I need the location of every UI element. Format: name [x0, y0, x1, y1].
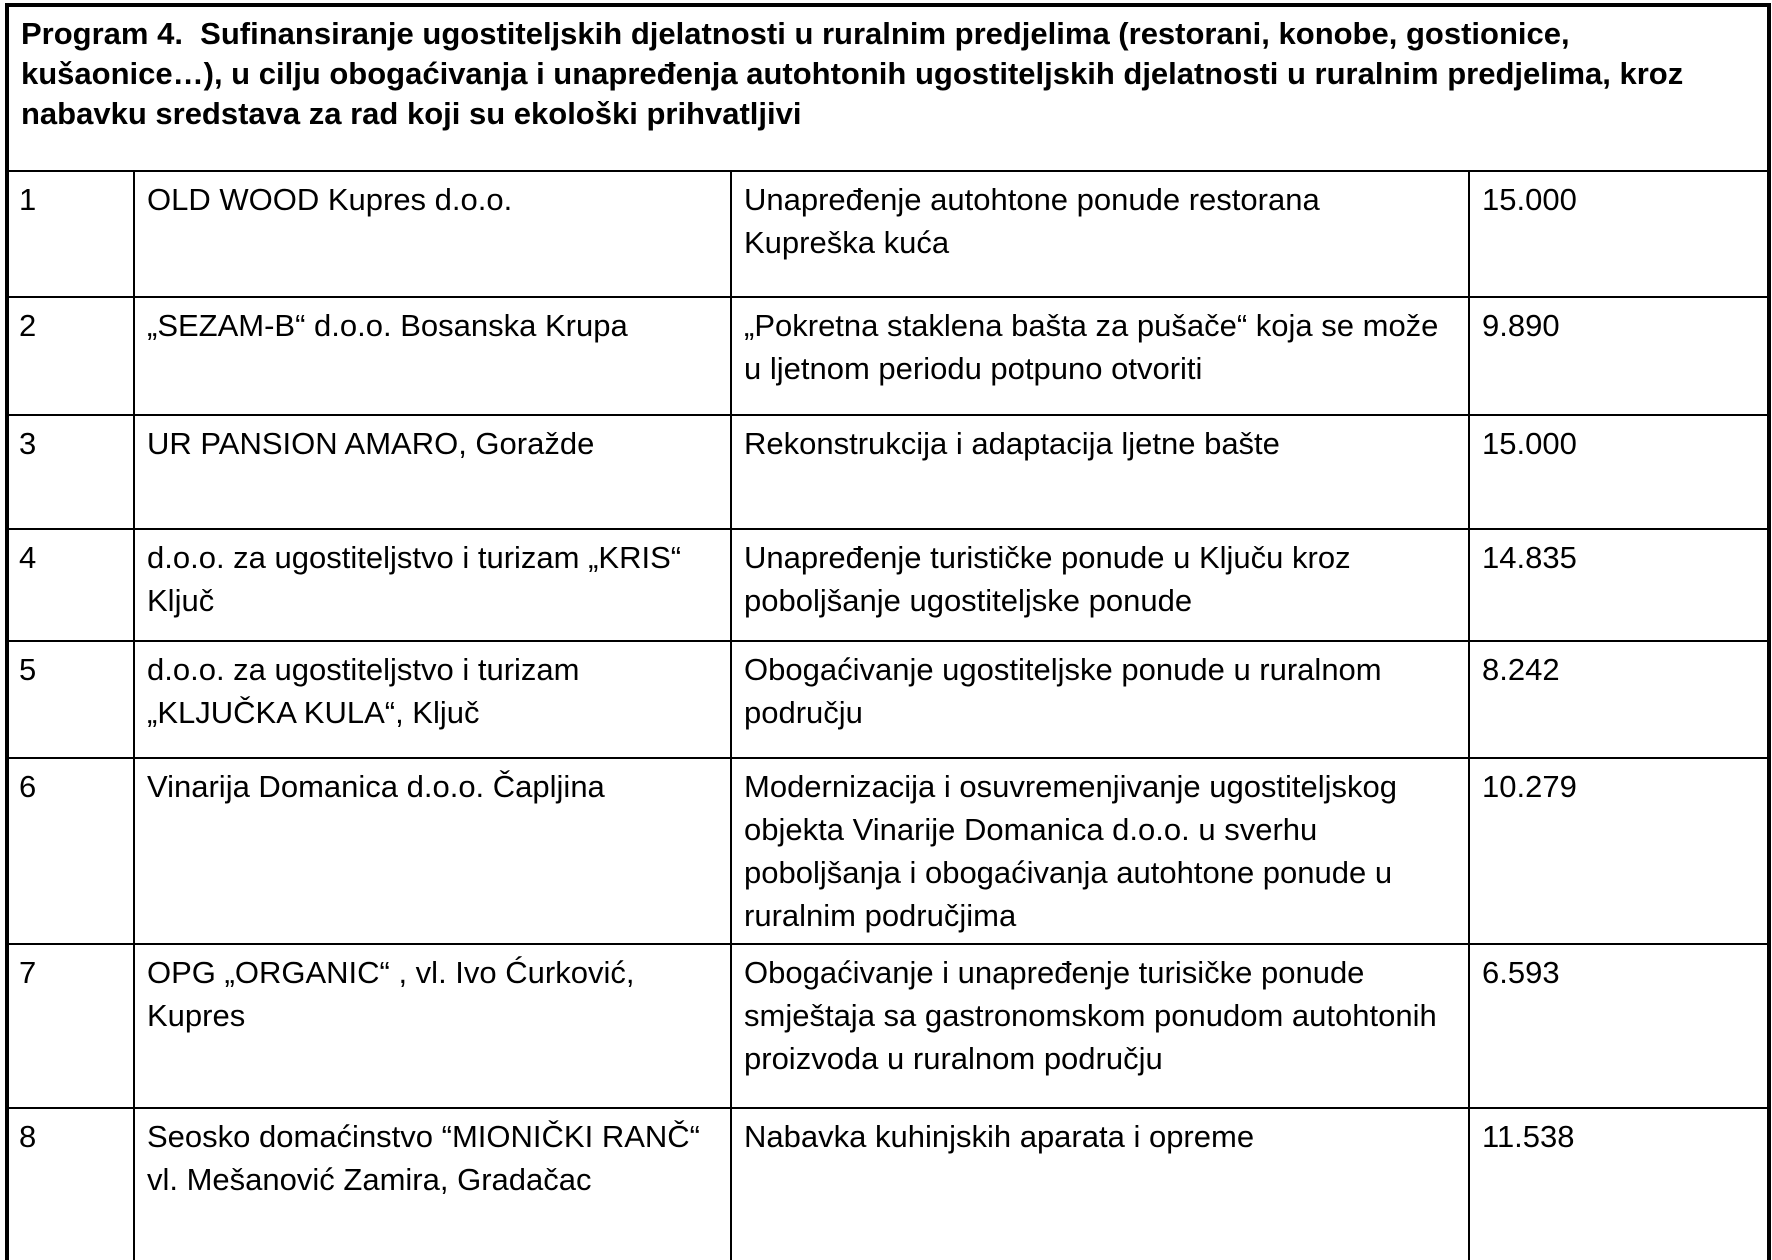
amount-cell: 15.000	[1469, 171, 1769, 297]
row-number-cell: 1	[7, 171, 134, 297]
table-title-row	[7, 5, 1769, 171]
amount-cell: 15.000	[1469, 415, 1769, 529]
row-number-cell: 6	[7, 758, 134, 944]
program-title: Program 4. Sufinansiranje ugostiteljskih djelatnosti u ruralnim predjelima (restorani, konobe, gostionice, kušaonice…), u cilju obogaćivanja i unapređenja autohtonih ugostiteljskih djelatnosti u ruralnim predjelima, kroz nabavku sredstava za rad koji su ekološki prihvatljivi	[7, 5, 1769, 171]
table-row	[7, 529, 1769, 641]
project-description-cell: Unapređenje autohtone ponude restorana Kupreška kuća	[731, 171, 1469, 297]
table-row	[7, 1108, 1769, 1260]
beneficiary-name-cell: UR PANSION AMARO, Goražde	[134, 415, 731, 529]
project-description-cell: Obogaćivanje ugostiteljske ponude u ruralnom području	[731, 641, 1469, 758]
table-row	[7, 641, 1769, 758]
row-number-cell: 2	[7, 297, 134, 415]
beneficiary-name-cell: OLD WOOD Kupres d.o.o.	[134, 171, 731, 297]
row-number-cell: 4	[7, 529, 134, 641]
amount-cell: 8.242	[1469, 641, 1769, 758]
beneficiary-name-cell: d.o.o. za ugostiteljstvo i turizam „KLJUČKA KULA“, Ključ	[134, 641, 731, 758]
table-row	[7, 297, 1769, 415]
project-description-cell: Unapređenje turističke ponude u Ključu kroz poboljšanje ugostiteljske ponude	[731, 529, 1469, 641]
amount-cell: 11.538	[1469, 1108, 1769, 1260]
beneficiary-name-cell: Vinarija Domanica d.o.o. Čapljina	[134, 758, 731, 944]
table-row	[7, 415, 1769, 529]
program-4-grant-table	[5, 3, 1771, 1260]
project-description-cell: Nabavka kuhinjskih aparata i opreme	[731, 1108, 1469, 1260]
beneficiary-name-cell: „SEZAM-B“ d.o.o. Bosanska Krupa	[134, 297, 731, 415]
amount-cell: 6.593	[1469, 944, 1769, 1108]
project-description-cell: Modernizacija i osuvremenjivanje ugostiteljskog objekta Vinarije Domanica d.o.o. u sverhu poboljšanja i obogaćivanja autohtone ponude u ruralnim područjima	[731, 758, 1469, 944]
table-row	[7, 758, 1769, 944]
table-body	[7, 171, 1769, 1260]
table-row	[7, 944, 1769, 1108]
row-number-cell: 5	[7, 641, 134, 758]
row-number-cell: 3	[7, 415, 134, 529]
row-number-cell: 8	[7, 1108, 134, 1260]
amount-cell: 10.279	[1469, 758, 1769, 944]
project-description-cell: Obogaćivanje i unapređenje turisičke ponude smještaja sa gastronomskom ponudom autohtonih proizvoda u ruralnom području	[731, 944, 1469, 1108]
amount-cell: 9.890	[1469, 297, 1769, 415]
amount-cell: 14.835	[1469, 529, 1769, 641]
project-description-cell: Rekonstrukcija i adaptacija ljetne bašte	[731, 415, 1469, 529]
beneficiary-name-cell: OPG „ORGANIC“ , vl. Ivo Ćurković, Kupres	[134, 944, 731, 1108]
table-row	[7, 171, 1769, 297]
beneficiary-name-cell: Seosko domaćinstvo “MIONIČKI RANČ“ vl. Mešanović Zamira, Gradačac	[134, 1108, 731, 1260]
beneficiary-name-cell: d.o.o. za ugostiteljstvo i turizam „KRIS“ Ključ	[134, 529, 731, 641]
row-number-cell: 7	[7, 944, 134, 1108]
project-description-cell: „Pokretna staklena bašta za pušače“ koja se može u ljetnom periodu potpuno otvoriti	[731, 297, 1469, 415]
